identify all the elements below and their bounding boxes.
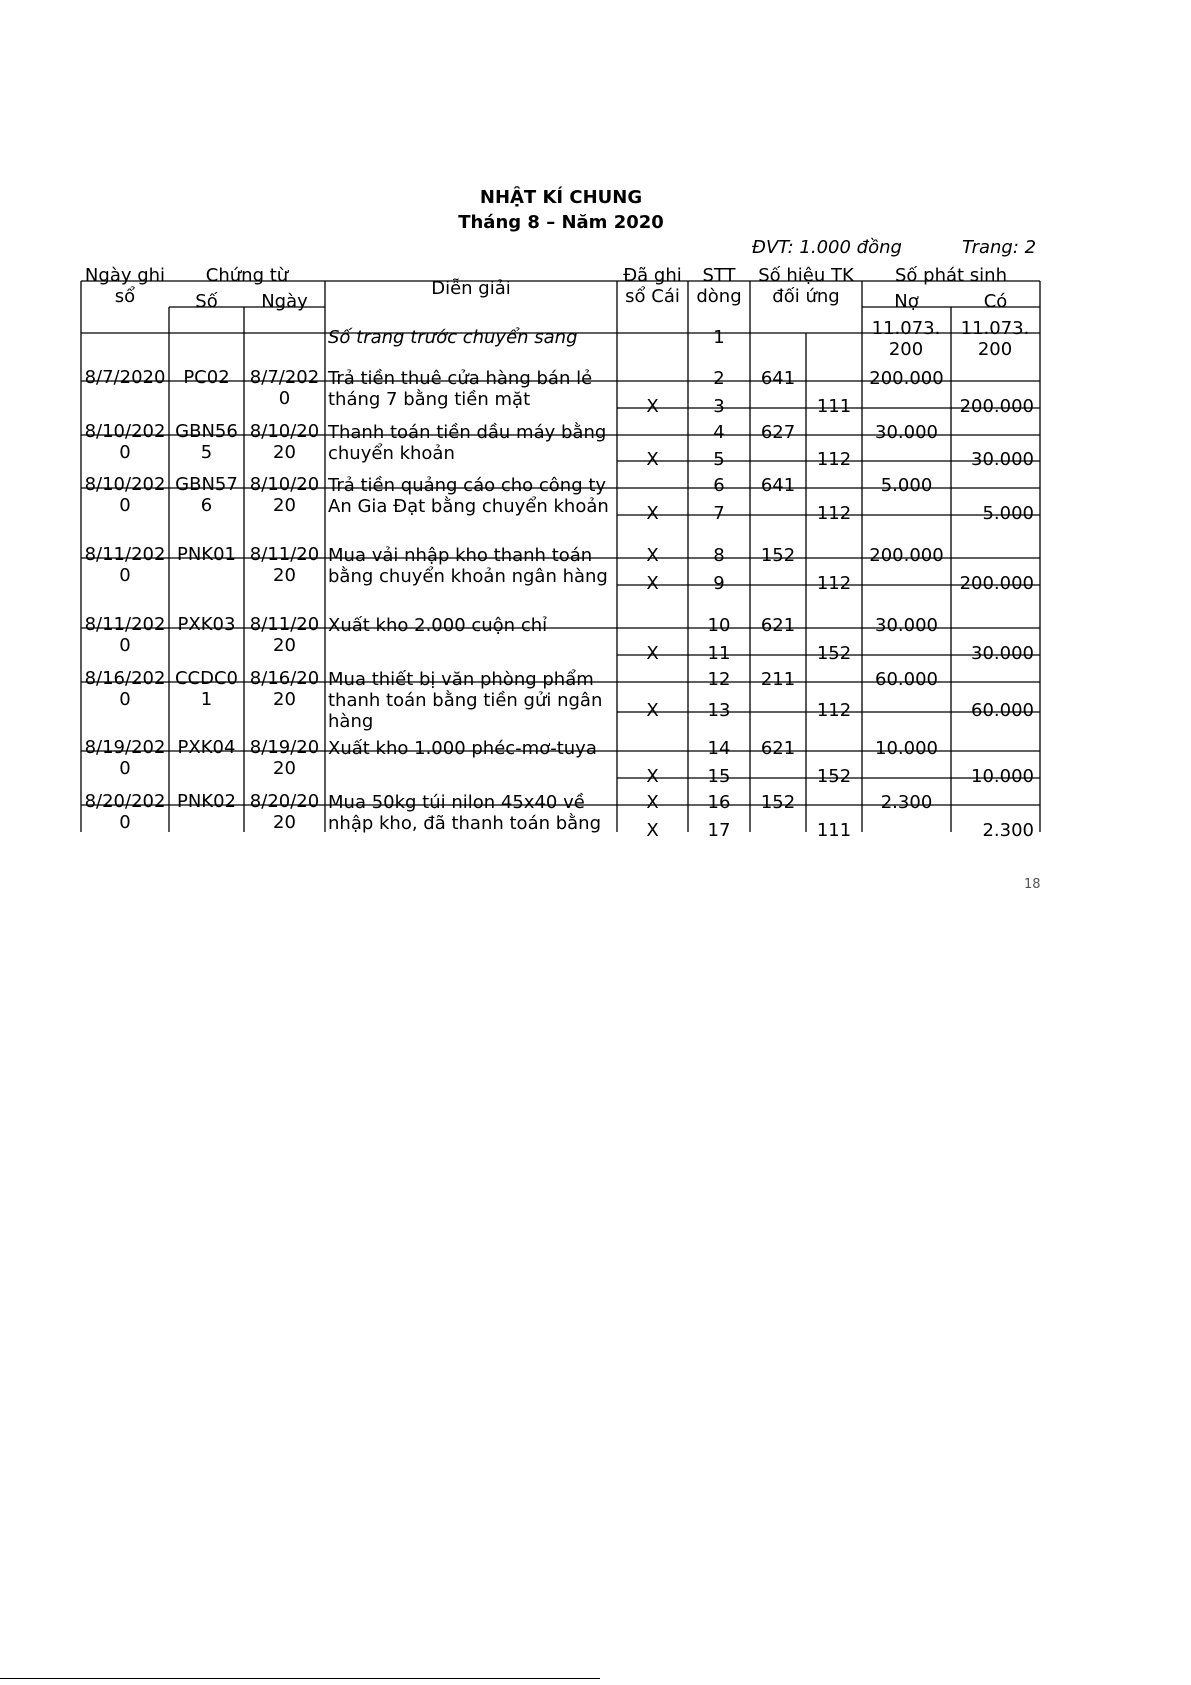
entry-ngay: 8/11/2020	[249, 544, 320, 586]
entry-ngay-ghi-so: 8/16/2020	[84, 668, 166, 710]
header-no: Nợ	[894, 291, 919, 312]
entry-tk-co: 112	[816, 503, 852, 524]
entry-co: 5.000	[982, 503, 1034, 524]
entry-no: 200.000	[869, 368, 944, 389]
header-so: Số	[195, 291, 218, 312]
entry-ngay-ghi-so: 8/19/2020	[84, 737, 166, 779]
entry-ngay: 8/11/2020	[249, 614, 320, 656]
footer-rule	[0, 1678, 600, 1679]
entry-stt: 16	[707, 792, 731, 813]
header-chung-tu: Chứng từ	[205, 265, 289, 286]
entry-ngay-ghi-so: 8/20/2020	[84, 791, 166, 833]
page-label: Trang: 2	[962, 237, 1037, 258]
header-da-ghi-so-cai: Đã ghi sổ Cái	[623, 265, 682, 307]
entry-so: PC02	[183, 367, 230, 388]
entry-ngay: 8/7/2020	[249, 367, 320, 409]
entry-tk-no: 211	[760, 669, 796, 690]
entry-tk-co: 152	[816, 766, 852, 787]
carry-co: 11.073.200	[960, 318, 1030, 360]
entry-tk-no: 641	[760, 368, 796, 389]
page-title: NHẬT KÍ CHUNG	[479, 187, 643, 208]
entry-ngay: 8/19/2020	[249, 737, 320, 779]
carry-stt: 1	[713, 327, 725, 348]
entry-tk-no: 621	[760, 615, 796, 636]
header-so-phat-sinh: Số phát sinh	[895, 265, 1007, 286]
entry-co: 200.000	[959, 396, 1034, 417]
entry-dien-giai: Trả tiền quảng cáo cho công ty An Gia Đạt bằng chuyển khoản	[328, 475, 609, 517]
entry-no: 2.300	[880, 792, 933, 813]
entry-stt: 3	[713, 396, 725, 417]
entry-no: 5.000	[880, 475, 933, 496]
entry-so: GBN565	[175, 421, 238, 463]
header-dien-giai: Diễn giải	[431, 278, 511, 299]
entry-ngay-ghi-so: 8/10/2020	[84, 474, 166, 516]
entry-stt: 7	[713, 503, 725, 524]
entry-no: 30.000	[875, 615, 938, 636]
entry-tk-no: 627	[760, 422, 796, 443]
entry-tk-co: 152	[816, 643, 852, 664]
entry-stt: 17	[707, 820, 731, 841]
entry-stt: 14	[707, 738, 731, 759]
entry-co: 30.000	[971, 449, 1034, 470]
entry-ngay: 8/10/2020	[249, 421, 320, 463]
entry-da-ghi-so-cai: X	[646, 643, 659, 664]
entry-co: 10.000	[971, 766, 1034, 787]
header-ngay: Ngày	[261, 291, 308, 312]
entry-da-ghi-so-cai: X	[646, 449, 659, 470]
entry-tk-no: 641	[760, 475, 796, 496]
entry-da-ghi-so-cai: X	[646, 820, 659, 841]
entry-no: 10.000	[875, 738, 938, 759]
carry-label: Số trang trước chuyển sang	[328, 327, 578, 348]
entry-stt: 4	[713, 422, 725, 443]
entry-tk-co: 111	[816, 820, 852, 841]
entry-co: 2.300	[982, 820, 1034, 841]
entry-stt: 13	[707, 700, 731, 721]
entry-so: PXK03	[177, 614, 236, 635]
page-number: 18	[1024, 877, 1041, 892]
entry-da-ghi-so-cai: X	[646, 700, 659, 721]
entry-da-ghi-so-cai: X	[646, 545, 659, 566]
entry-dien-giai: Mua vải nhập kho thanh toán bằng chuyển khoản ngân hàng	[328, 545, 608, 587]
entry-co: 30.000	[971, 643, 1034, 664]
entry-da-ghi-so-cai: X	[646, 396, 659, 417]
entry-tk-no: 152	[760, 792, 796, 813]
entry-dien-giai: Thanh toán tiền dầu máy bằng chuyển khoản	[328, 422, 607, 464]
entry-stt: 9	[713, 573, 725, 594]
entry-so: PNK02	[176, 791, 237, 812]
entry-no: 200.000	[869, 545, 944, 566]
entry-stt: 15	[707, 766, 731, 787]
entry-stt: 2	[713, 368, 725, 389]
entry-tk-no: 621	[760, 738, 796, 759]
entry-ngay: 8/20/2020	[249, 791, 320, 833]
entry-stt: 10	[707, 615, 731, 636]
header-so-hieu-tk: Số hiệu TK đối ứng	[758, 265, 854, 307]
entry-ngay-ghi-so: 8/7/2020	[84, 367, 166, 388]
entry-stt: 12	[707, 669, 731, 690]
entry-ngay: 8/10/2020	[249, 474, 320, 516]
entry-co: 60.000	[971, 700, 1034, 721]
entry-stt: 5	[713, 449, 725, 470]
carry-no: 11.073.200	[871, 318, 941, 360]
entry-da-ghi-so-cai: X	[646, 766, 659, 787]
header-stt-dong: STT dòng	[696, 265, 742, 307]
header-co: Có	[983, 291, 1008, 312]
entry-stt: 6	[713, 475, 725, 496]
page-subtitle: Tháng 8 – Năm 2020	[458, 212, 664, 233]
entry-tk-co: 112	[816, 573, 852, 594]
entry-ngay-ghi-so: 8/10/2020	[84, 421, 166, 463]
entry-tk-no: 152	[760, 545, 796, 566]
entry-so: PXK04	[177, 737, 236, 758]
entry-da-ghi-so-cai: X	[646, 573, 659, 594]
entry-dien-giai: Trả tiền thuê cửa hàng bán lẻ tháng 7 bằng tiền mặt	[328, 368, 593, 410]
entry-co: 200.000	[959, 573, 1034, 594]
entry-tk-co: 111	[816, 396, 852, 417]
entry-da-ghi-so-cai: X	[646, 503, 659, 524]
entry-no: 60.000	[875, 669, 938, 690]
entry-da-ghi-so-cai: X	[646, 792, 659, 813]
entry-dien-giai: Mua thiết bị văn phòng phẩm thanh toán bằng tiền gửi ngân hàng	[328, 669, 603, 732]
entry-no: 30.000	[875, 422, 938, 443]
entry-dien-giai: Xuất kho 1.000 phéc-mơ-tuya	[328, 738, 597, 759]
entry-stt: 11	[707, 643, 731, 664]
entry-so: CCDC01	[174, 668, 239, 710]
entry-tk-co: 112	[816, 700, 852, 721]
unit-label: ĐVT: 1.000 đồng	[752, 237, 902, 258]
entry-dien-giai: Mua 50kg túi nilon 45x40 về nhập kho, đã thanh toán bằng	[328, 792, 602, 834]
header-ngay-ghi-so: Ngày ghi sổ	[84, 265, 166, 307]
entry-so: GBN576	[175, 474, 238, 516]
entry-ngay: 8/16/2020	[249, 668, 320, 710]
entry-dien-giai: Xuất kho 2.000 cuộn chỉ	[328, 615, 548, 636]
entry-so: PNK01	[176, 544, 237, 565]
entry-ngay-ghi-so: 8/11/2020	[84, 614, 166, 656]
entry-ngay-ghi-so: 8/11/2020	[84, 544, 166, 586]
entry-tk-co: 112	[816, 449, 852, 470]
entry-stt: 8	[713, 545, 725, 566]
